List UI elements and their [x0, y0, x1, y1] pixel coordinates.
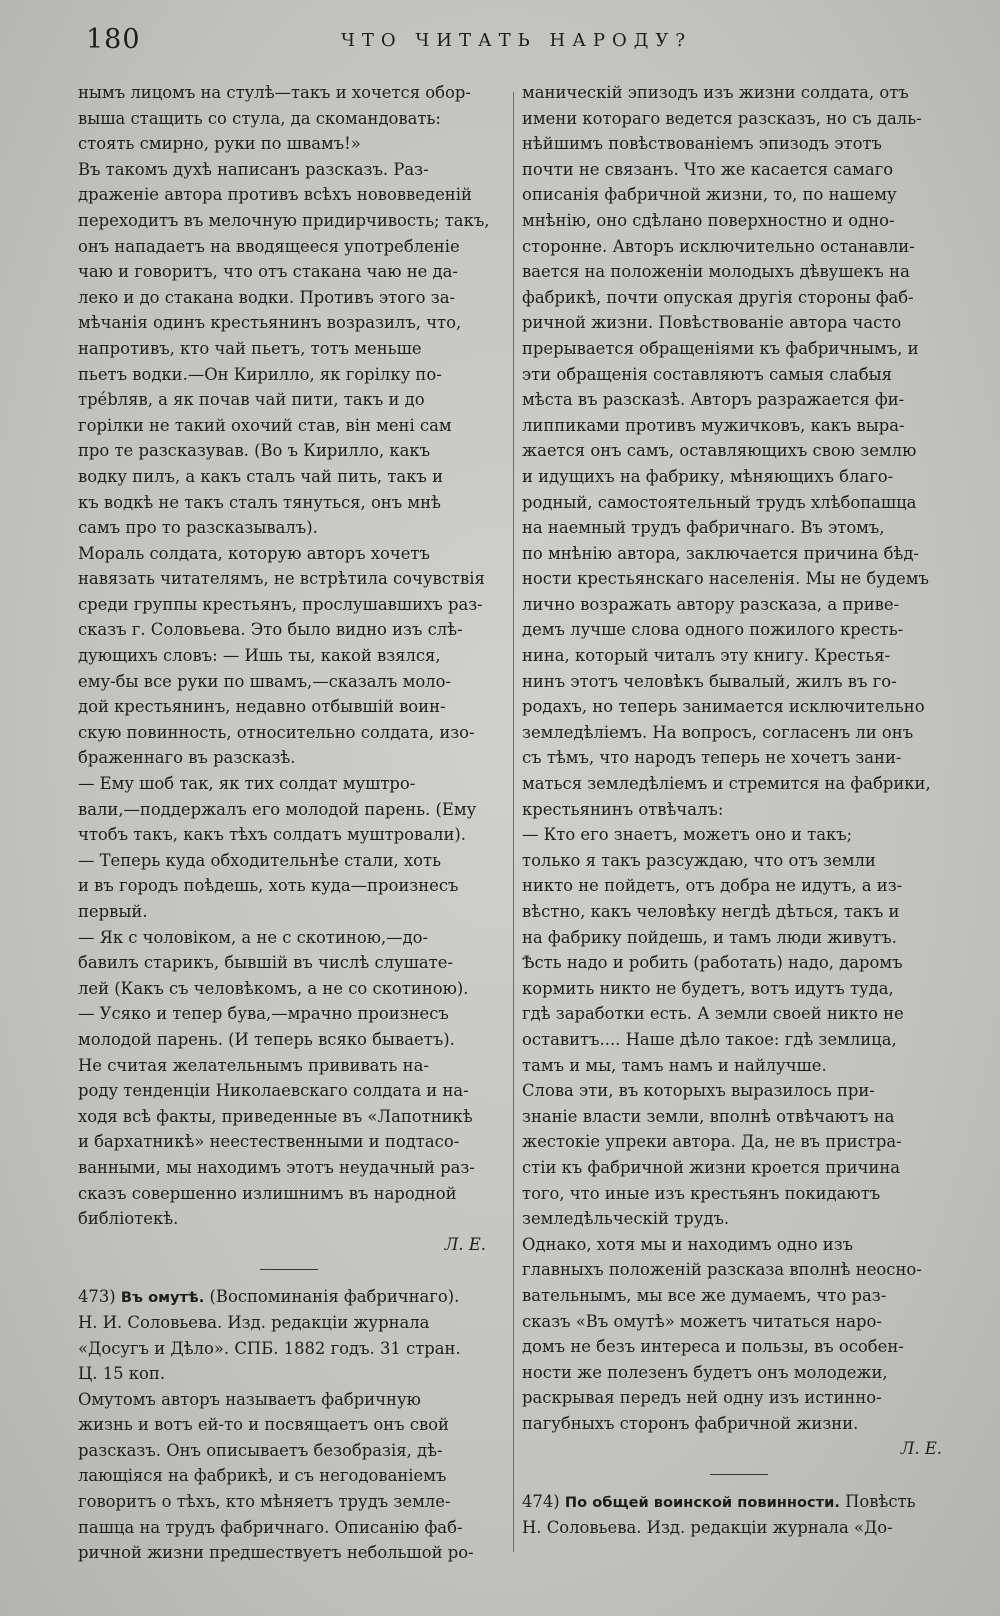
text-line: мнѣнію, оно сдѣлано поверхностно и одно-: [522, 210, 895, 230]
text-line: — Кто его знаетъ, можетъ оно и такъ;: [522, 825, 853, 845]
text-line: ности же полезенъ будетъ онъ молодежи,: [522, 1362, 888, 1382]
text-line: мѣста въ разсказѣ. Авторъ разражается фи-: [522, 390, 905, 410]
text-line: Ѣсть надо и робить (работать) надо, даромъ: [522, 953, 903, 973]
text-line: къ водкѣ не такъ сталъ тянуться, онъ мнѣ: [78, 492, 441, 512]
text-line: Слова эти, въ которыхъ выразилось при-: [522, 1081, 875, 1101]
text-line: вѣстно, какъ человѣку негдѣ дѣться, такъ и: [522, 902, 900, 921]
entry-text: [522, 1515, 956, 1541]
text-line: браженнаго въ разсказѣ.: [78, 748, 296, 768]
text-line: эти обращенія составляютъ самыя слабыя: [522, 364, 892, 384]
text-line: горілки не такий охочий став, він мені сам: [78, 415, 452, 435]
text-line: — Як с чоловіком, а не с скотиною,—до-: [78, 927, 429, 947]
text-line: земледѣльческій трудъ.: [522, 1209, 730, 1229]
page-header: [86, 24, 946, 64]
text-line: про те разсказував. (Во ъ Кирилло, какъ: [78, 441, 431, 461]
text-line: тамъ и мы, тамъ намъ и найлучше.: [522, 1055, 827, 1075]
section-divider: [710, 1474, 768, 1475]
text-line: пагубныхъ сторонъ фабричной жизни.: [522, 1413, 859, 1433]
text-line: Ц. 15 коп.: [78, 1364, 166, 1384]
text-line: и идущихъ на фабрику, мѣняющихъ благо-: [522, 466, 894, 486]
text-line: нымъ лицомъ на стулѣ—такъ и хочется обор-: [78, 83, 471, 102]
text-line: ходя всѣ факты, приведенные въ «Лапотникѣ: [78, 1106, 473, 1126]
text-line: знаніе власти земли, вполнѣ отвѣчаютъ на: [522, 1106, 895, 1126]
left-column: [78, 80, 500, 1566]
text-line: кормить никто не будетъ, вотъ идутъ туда,: [522, 978, 894, 998]
text-line: навязать читателямъ, не встрѣтила сочувствія: [78, 569, 485, 589]
text-line: вается на положеніи молодыхъ дѣвушекъ на: [522, 262, 910, 282]
entry-subtitle: Повѣсть: [845, 1492, 916, 1512]
text-line: Омутомъ авторъ называетъ фабричную: [78, 1389, 421, 1409]
text-line: скую повинность, относительно солдата, изо-: [78, 722, 475, 742]
entry-title: По общей воинской повинности.: [564, 1494, 840, 1512]
text-line: — Ему шоб так, як тих солдат муштро-: [78, 774, 416, 794]
text-line: мѣчанія одинъ крестьянинъ возразилъ, что,: [78, 313, 462, 333]
text-line: Однако, хотя мы и находимъ одно изъ: [522, 1234, 854, 1254]
text-line: земледѣліемъ. На вопросъ, согласенъ ли онъ: [522, 722, 914, 742]
text-line: дующихъ словъ: — Ишь ты, какой взялся,: [78, 646, 441, 666]
text-line: липпиками противъ мужичковъ, какъ выра-: [522, 415, 905, 435]
text-line: того, что иные изъ крестьянъ покидаютъ: [522, 1183, 881, 1203]
text-line: выша стащить со стула, да скомандовать:: [78, 108, 441, 128]
text-line: трébляв, а як почав чай пити, такъ и до: [78, 390, 425, 410]
entry-heading: [522, 1489, 956, 1515]
text-line: ричной жизни. Повѣствованіе автора часто: [522, 313, 902, 333]
right-column: [522, 80, 956, 1540]
left-column-text: [78, 80, 500, 1232]
text-line: роду тенденціи Николаевскаго солдата и на-: [78, 1081, 469, 1101]
entry-subtitle: (Воспоминанія фабричнаго).: [209, 1287, 460, 1307]
text-line: нѣйшимъ повѣствованіемъ эпизодъ этотъ: [522, 134, 882, 154]
text-line: жестокіе упреки автора. Да, не въ пристра-: [522, 1132, 902, 1152]
text-line: стоять смирно, руки по швамъ!»: [78, 134, 361, 154]
text-line: нина, который читалъ эту книгу. Крестья-: [522, 646, 891, 666]
text-line: бавилъ старикъ, бывшій въ числѣ слушате-: [78, 953, 453, 973]
text-line: библіотекѣ.: [78, 1209, 179, 1229]
text-line: и въ городъ поѣдешь, хоть куда—произнесъ: [78, 876, 459, 896]
signature: Л. Е.: [444, 1234, 486, 1254]
running-title: ЧТО ЧИТАТЬ НАРОДУ?: [341, 30, 692, 51]
text-line: лично возражать автору разсказа, а приве-: [522, 594, 900, 614]
text-line: маться земледѣліемъ и стремится на фабрики,: [522, 774, 931, 794]
text-line: описанія фабричной жизни, то, по нашему: [522, 185, 897, 205]
text-line: только я такъ разсуждаю, что отъ земли: [522, 850, 876, 870]
text-line: фабрикѣ, почти опуская другія стороны фаб-: [522, 287, 914, 307]
entry-text: [78, 1310, 500, 1566]
text-line: родахъ, но теперь занимается исключительно: [522, 697, 925, 717]
text-line: крестьянинъ отвѣчалъ:: [522, 799, 724, 819]
text-line: Не считая желательнымъ прививать на-: [78, 1055, 429, 1075]
text-line: Въ такомъ духѣ написанъ разсказъ. Раз-: [78, 159, 429, 179]
text-line: чтобъ такъ, какъ тѣхъ солдатъ муштровали).: [78, 825, 466, 845]
text-line: маническій эпизодъ изъ жизни солдата, отъ: [522, 83, 909, 102]
text-line: никто не пойдетъ, отъ добра не идутъ, а из-: [522, 876, 903, 896]
text-line: ему-бы все руки по швамъ,—сказалъ моло-: [78, 671, 451, 691]
text-line: съ тѣмъ, что народъ теперь не хочетъ зани-: [522, 748, 902, 768]
entry-number: 473): [78, 1287, 116, 1307]
signature: Л. Е.: [900, 1439, 942, 1459]
text-line: на наемный трудъ фабричнаго. Въ этомъ,: [522, 518, 885, 538]
text-line: вали,—поддержалъ его молодой парень. (Ему: [78, 799, 477, 819]
text-line: стіи къ фабричной жизни кроется причина: [522, 1157, 901, 1177]
text-line: пашца на трудъ фабричнаго. Описанію фаб-: [78, 1517, 463, 1537]
text-line: раскрывая передъ ней одну изъ истинно-: [522, 1388, 882, 1408]
text-line: Мораль солдата, которую авторъ хочетъ: [78, 543, 430, 563]
page-number: 180: [86, 24, 141, 55]
text-line: лающіяся на фабрикѣ, и съ негодованіемъ: [78, 1466, 447, 1486]
text-line: самъ про то разсказывалъ).: [78, 518, 318, 538]
text-line: по мнѣнію автора, заключается причина бѣд-: [522, 543, 919, 563]
text-line: лей (Какъ съ человѣкомъ, а не со скотиною).: [78, 978, 469, 998]
text-line: жается онъ самъ, оставляющихъ свою землю: [522, 441, 917, 461]
text-line: среди группы крестьянъ, прослушавшихъ раз-: [78, 594, 483, 614]
section-divider: [260, 1269, 318, 1270]
text-line: пьетъ водки.—Он Кирилло, як горілку по-: [78, 364, 442, 384]
text-line: имени котораго ведется разсказъ, но съ даль-: [522, 108, 922, 128]
text-line: главныхъ положеній разсказа вполнѣ неосно-: [522, 1260, 922, 1280]
text-line: молодой парень. (И теперь всяко бываетъ).: [78, 1029, 455, 1049]
right-column-text: [522, 80, 956, 1436]
text-line: сказъ совершенно излишнимъ въ народной: [78, 1183, 457, 1203]
text-line: демъ лучше слова одного пожилого кресть-: [522, 620, 904, 640]
text-line: на фабрику пойдешь, и тамъ люди живутъ.: [522, 927, 897, 947]
text-line: онъ нападаетъ на вводящееся употребленіе: [78, 236, 460, 256]
entry-heading: [78, 1284, 500, 1310]
text-line: ванными, мы находимъ этотъ неудачный раз-: [78, 1157, 475, 1177]
text-line: нинъ этотъ человѣкъ бывалый, жилъ въ го-: [522, 671, 897, 691]
text-line: родный, самостоятельный трудъ хлѣбопашца: [522, 492, 917, 512]
column-divider: [513, 92, 514, 1552]
text-line: оставитъ.... Наше дѣло такое: гдѣ землица,: [522, 1029, 897, 1049]
text-line: «Досугъ и Дѣло». СПБ. 1882 годъ. 31 стран.: [78, 1338, 461, 1358]
text-line: говоритъ о тѣхъ, кто мѣняетъ трудъ земле-: [78, 1492, 451, 1512]
text-line: домъ не безъ интереса и пользы, въ особен-: [522, 1337, 904, 1357]
text-line: гдѣ заработки есть. А земли своей никто не: [522, 1004, 904, 1024]
text-line: первый.: [78, 902, 148, 921]
text-line: — Теперь куда обходительнѣе стали, хоть: [78, 850, 442, 870]
text-line: прерывается обращеніями къ фабричнымъ, и: [522, 338, 919, 358]
text-line: разсказъ. Онъ описываетъ безобразія, дѣ-: [78, 1440, 443, 1460]
entry-number: 474): [522, 1492, 560, 1512]
text-line: — Усяко и тепер бува,—мрачно произнесъ: [78, 1004, 449, 1024]
text-line: чаю и говоритъ, что отъ стакана чаю не да-: [78, 262, 458, 282]
text-line: драженіе автора противъ всѣхъ нововведеній: [78, 185, 472, 205]
text-line: сказъ г. Соловьева. Это было видно изъ слѣ-: [78, 620, 463, 640]
text-line: Н. И. Соловьева. Изд. редакціи журнала: [78, 1312, 430, 1332]
text-line: переходитъ въ мелочную придирчивость; такъ,: [78, 210, 490, 230]
text-line: и бархатникѣ» неестественными и подтасо-: [78, 1132, 460, 1152]
text-line: сказъ «Въ омутѣ» можетъ читаться наро-: [522, 1311, 882, 1331]
text-line: сторонне. Авторъ исключительно останавли-: [522, 236, 915, 256]
entry-title: Въ омутѣ.: [120, 1289, 205, 1307]
text-line: ности крестьянскаго населенія. Мы не будемъ: [522, 569, 929, 589]
text-line: дой крестьянинъ, недавно отбывшій воин-: [78, 697, 446, 717]
text-line: леко и до стакана водки. Противъ этого за-: [78, 287, 456, 307]
text-line: почти не связанъ. Что же касается самаго: [522, 159, 894, 179]
text-line: жизнь и вотъ ей-то и посвящаетъ онъ свой: [78, 1415, 449, 1435]
text-line: ричной жизни предшествуетъ небольшой ро-: [78, 1543, 474, 1563]
text-line: Н. Соловьева. Изд. редакціи журнала «До-: [522, 1517, 893, 1537]
text-line: вательнымъ, мы все же думаемъ, что раз-: [522, 1285, 887, 1305]
text-line: напротивъ, кто чай пьетъ, тотъ меньше: [78, 338, 422, 358]
text-line: водку пилъ, а какъ сталъ чай пить, такъ и: [78, 466, 443, 486]
